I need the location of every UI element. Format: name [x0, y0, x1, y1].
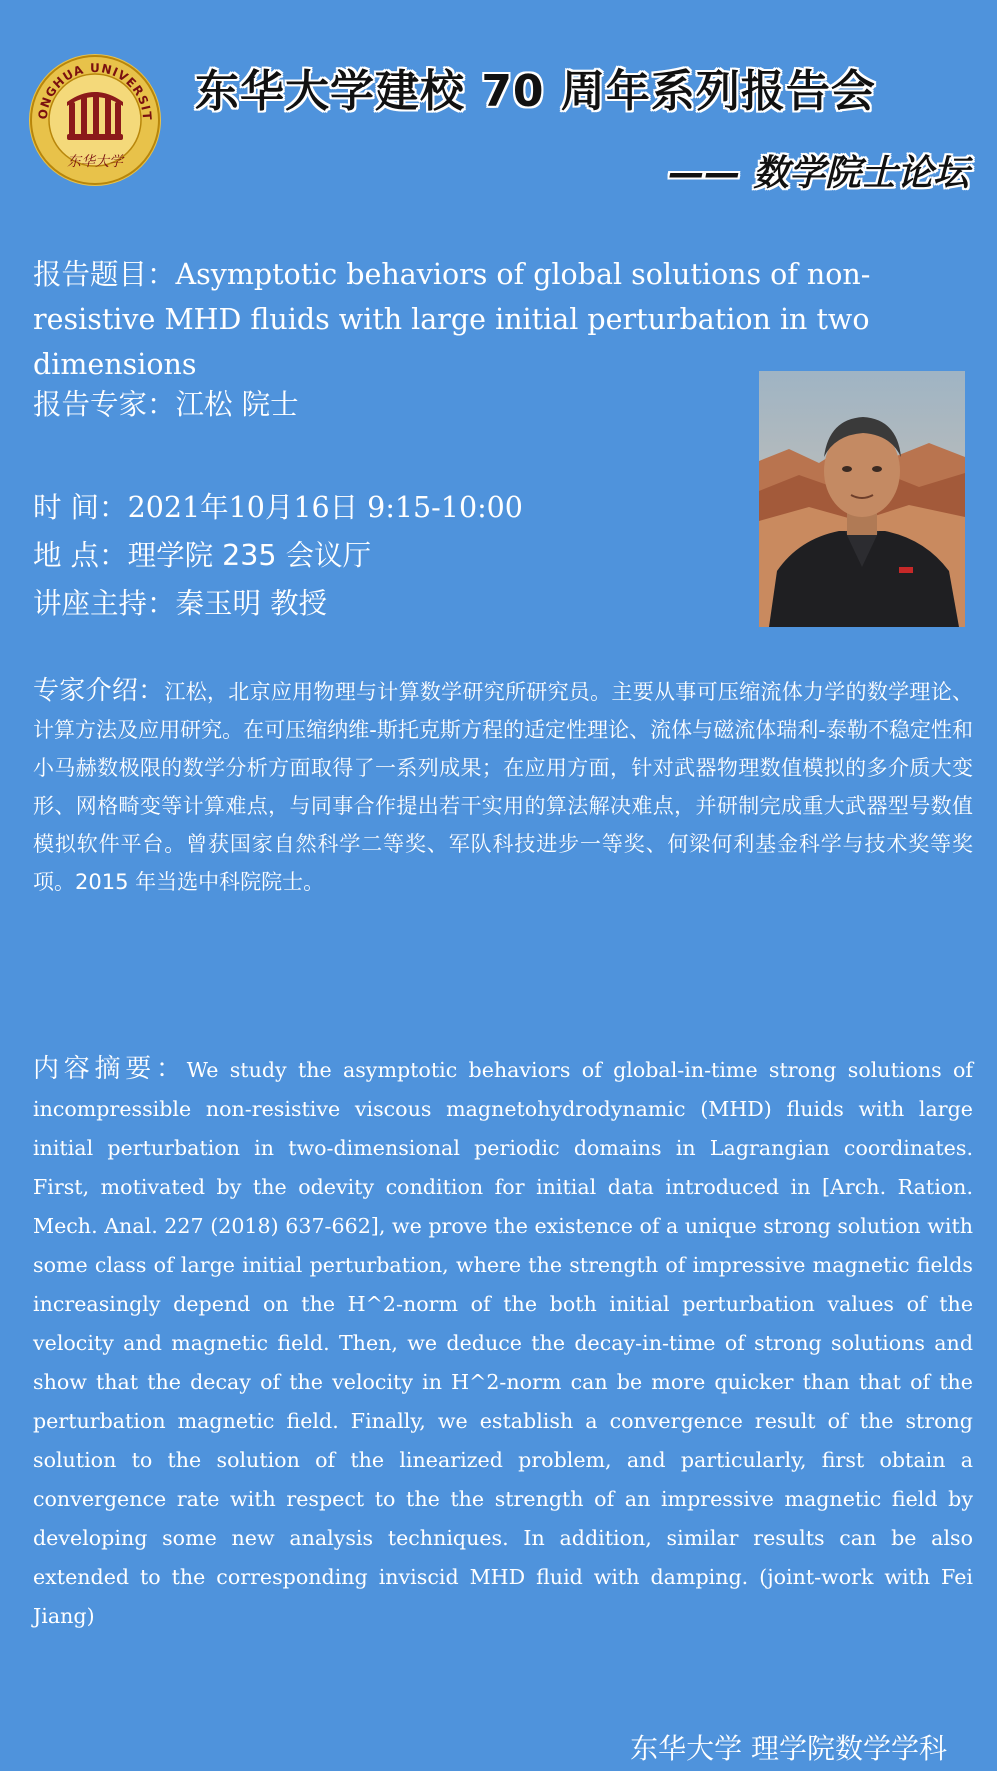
intro-text: 江松，北京应用物理与计算数学研究所研究员。主要从事可压缩流体力学的数学理论、计算方法及应用研究。在可压缩纳维-斯托克斯方程的适定性理论、流体与磁流体瑞利-泰勒不稳定性和小马赫数极限的数学分析方面取得了一系列成果；在应用方面，针对武器物理数值模拟的多介质大变形、网格畸变等计算难点，与同事合作提出若干实用的算法解决难点，并研制完成重大武器型号数值模拟软件平台。曾获国家自然科学二等奖、军队科技进步一等奖、何梁何利基金科学与技术奖等奖项。2015 年当选中科院院士。: [33, 680, 973, 894]
abstract-label: 内容摘要：: [33, 1054, 187, 1084]
place-value: 理学院 235 会议厅: [127, 539, 372, 572]
place-line: [33, 533, 371, 574]
place-label: 地 点：: [33, 539, 128, 572]
speaker-photo: [759, 371, 965, 627]
page-title: 东华大学建校 70 周年系列报告会: [195, 66, 876, 117]
report-topic: [33, 252, 968, 387]
topic-text: Asymptotic behaviors of global solutions of non-resistive MHD fluids with large initial perturbation in two dimensions: [33, 258, 871, 381]
intro-label: 专家介绍：: [33, 676, 165, 706]
host-value: 秦玉明 教授: [175, 587, 328, 620]
university-logo: [27, 52, 163, 188]
time-line: [33, 485, 523, 526]
time-label: 时 间：: [33, 491, 128, 524]
page-subtitle: —— 数学院士论坛: [668, 153, 969, 194]
speaker-line: [33, 382, 299, 423]
time-value: 2021年10月16日 9:15-10:00: [127, 491, 523, 524]
host-label: 讲座主持：: [33, 587, 176, 620]
abstract: [33, 1050, 973, 1636]
abstract-text: We study the asymptotic behaviors of global-in-time strong solutions of incompressible non-resistive viscous magnetohydrodynamic (MHD) fluids with large initial perturbation in two-dimensional periodic domains in Lagrangian coordinates. First, motivated by the odevity condition for initial data introduced in [Arch. Ration. Mech. Anal. 227 (2018) 637-662], we prove the existence of a unique strong solution with some class of large initial perturbation, where the strength of impressive magnetic fields increasingly depend on the H^2-norm of the both initial perturbation values of the velocity and magnetic field. Then, we deduce the decay-in-time of strong solutions and show that the decay of the velocity in H^2-norm can be more quicker than that of the perturbation magnetic field. Finally, we establish a convergence result of the strong solution to the solution of the linearized problem, and particularly, first obtain a convergence rate with respect to the the strength of an impressive magnetic field by developing some new analysis techniques. In addition, similar results can be also extended to the corresponding inviscid MHD fluid with damping. (joint-work with Fei Jiang): [33, 1058, 973, 1628]
footer-organizer: 东华大学 理学院数学学科: [630, 1732, 947, 1765]
logo-ring-text: ONGHUA UNIVERSIT: [35, 60, 155, 122]
speaker-value: 江松 院士: [175, 388, 299, 421]
logo-bottom-text: 东华大学: [67, 154, 123, 170]
speaker-label: 报告专家：: [33, 388, 176, 421]
topic-label: 报告题目：: [33, 258, 176, 291]
expert-intro: [33, 672, 973, 901]
host-line: [33, 581, 327, 622]
